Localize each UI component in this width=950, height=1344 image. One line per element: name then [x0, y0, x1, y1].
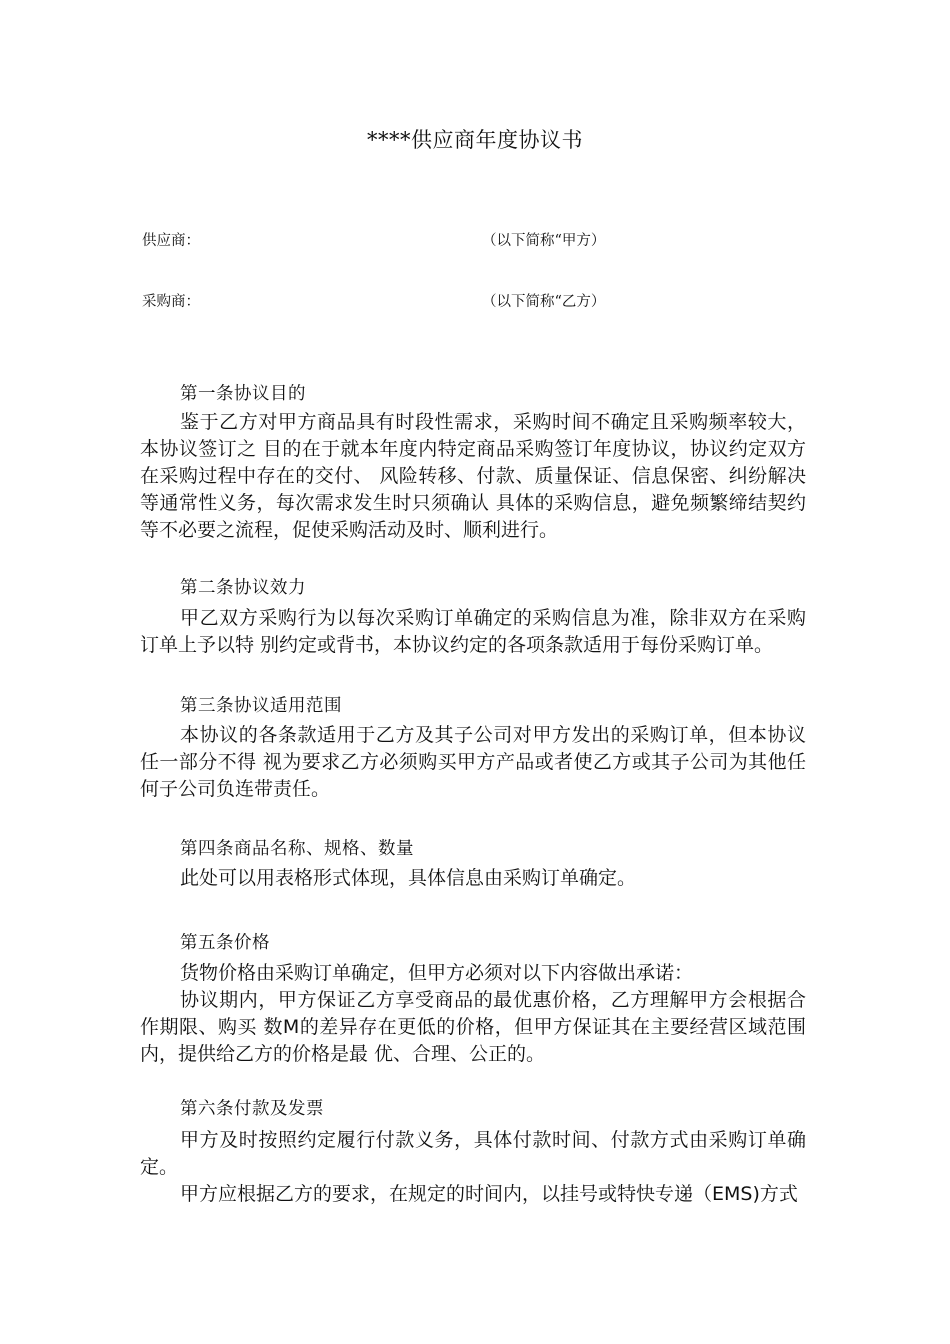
section-heading: 第三条协议适用范围 [180, 696, 342, 716]
section-heading: 第一条协议目的 [180, 384, 306, 404]
section-paragraph: 甲乙双方采购行为以每次采购订单确定的采购信息为准，除非双方在采购订单上予以特 别约定或背书，本协议约定的各项条款适用于每份采购订单。 [140, 607, 806, 656]
section-paragraph: 协议期内，甲方保证乙方享受商品的最优惠价格，乙方理解甲方会根据合作期限、购买 数M的差异存在更低的价格，但甲方保证其在主要经营区域范围内，提供给乙方的价格是最 优、合理、公正的。 [140, 989, 806, 1065]
section-heading: 第四条商品名称、规格、数量 [180, 839, 414, 859]
supplier-label: 供应商： [142, 233, 200, 249]
document-title: ****供应商年度协议书 [367, 128, 583, 152]
section-heading: 第六条付款及发票 [180, 1099, 324, 1119]
section-paragraph: 鉴于乙方对甲方商品具有时段性需求，采购时间不确定且采购频率较大，本协议签订之 目的在于就本年度内特定商品采购签订年度协议，协议约定双方在采购过程中存在的交付、 风险转移、付款、质量保证、信息保密、纠纷解决等通常性义务，每次需求发生时只须确认 具体的采购信息，避免频繁缔结契约等不必要之流程，促使采购活动及时、顺利进行。 [140, 411, 806, 541]
buyer-label: 采购商： [142, 294, 200, 310]
section-heading: 第二条协议效力 [180, 578, 306, 598]
section-heading: 第五条价格 [180, 933, 270, 953]
buyer-line [142, 290, 812, 314]
section-paragraph: 本协议的各条款适用于乙方及其子公司对甲方发出的采购订单，但本协议任一部分不得 视为要求乙方必须购买甲方产品或者使乙方或其子公司为其他任何子公司负连带责任。 [140, 724, 806, 800]
section-paragraph: 甲方应根据乙方的要求，在规定的时间内，以挂号或特快专递（EMS)方式 [180, 1183, 798, 1205]
section-paragraph: 甲方及时按照约定履行付款义务，具体付款时间、付款方式由采购订单确定。 [140, 1129, 806, 1178]
section-paragraph: 货物价格由采购订单确定，但甲方必须对以下内容做出承诺： [180, 962, 694, 984]
supplier-alias: （以下简称“甲方） [482, 233, 606, 249]
supplier-line [142, 229, 812, 253]
section-paragraph: 此处可以用表格形式体现，具体信息由采购订单确定。 [180, 867, 637, 889]
buyer-alias: （以下简称“乙方） [482, 294, 606, 310]
